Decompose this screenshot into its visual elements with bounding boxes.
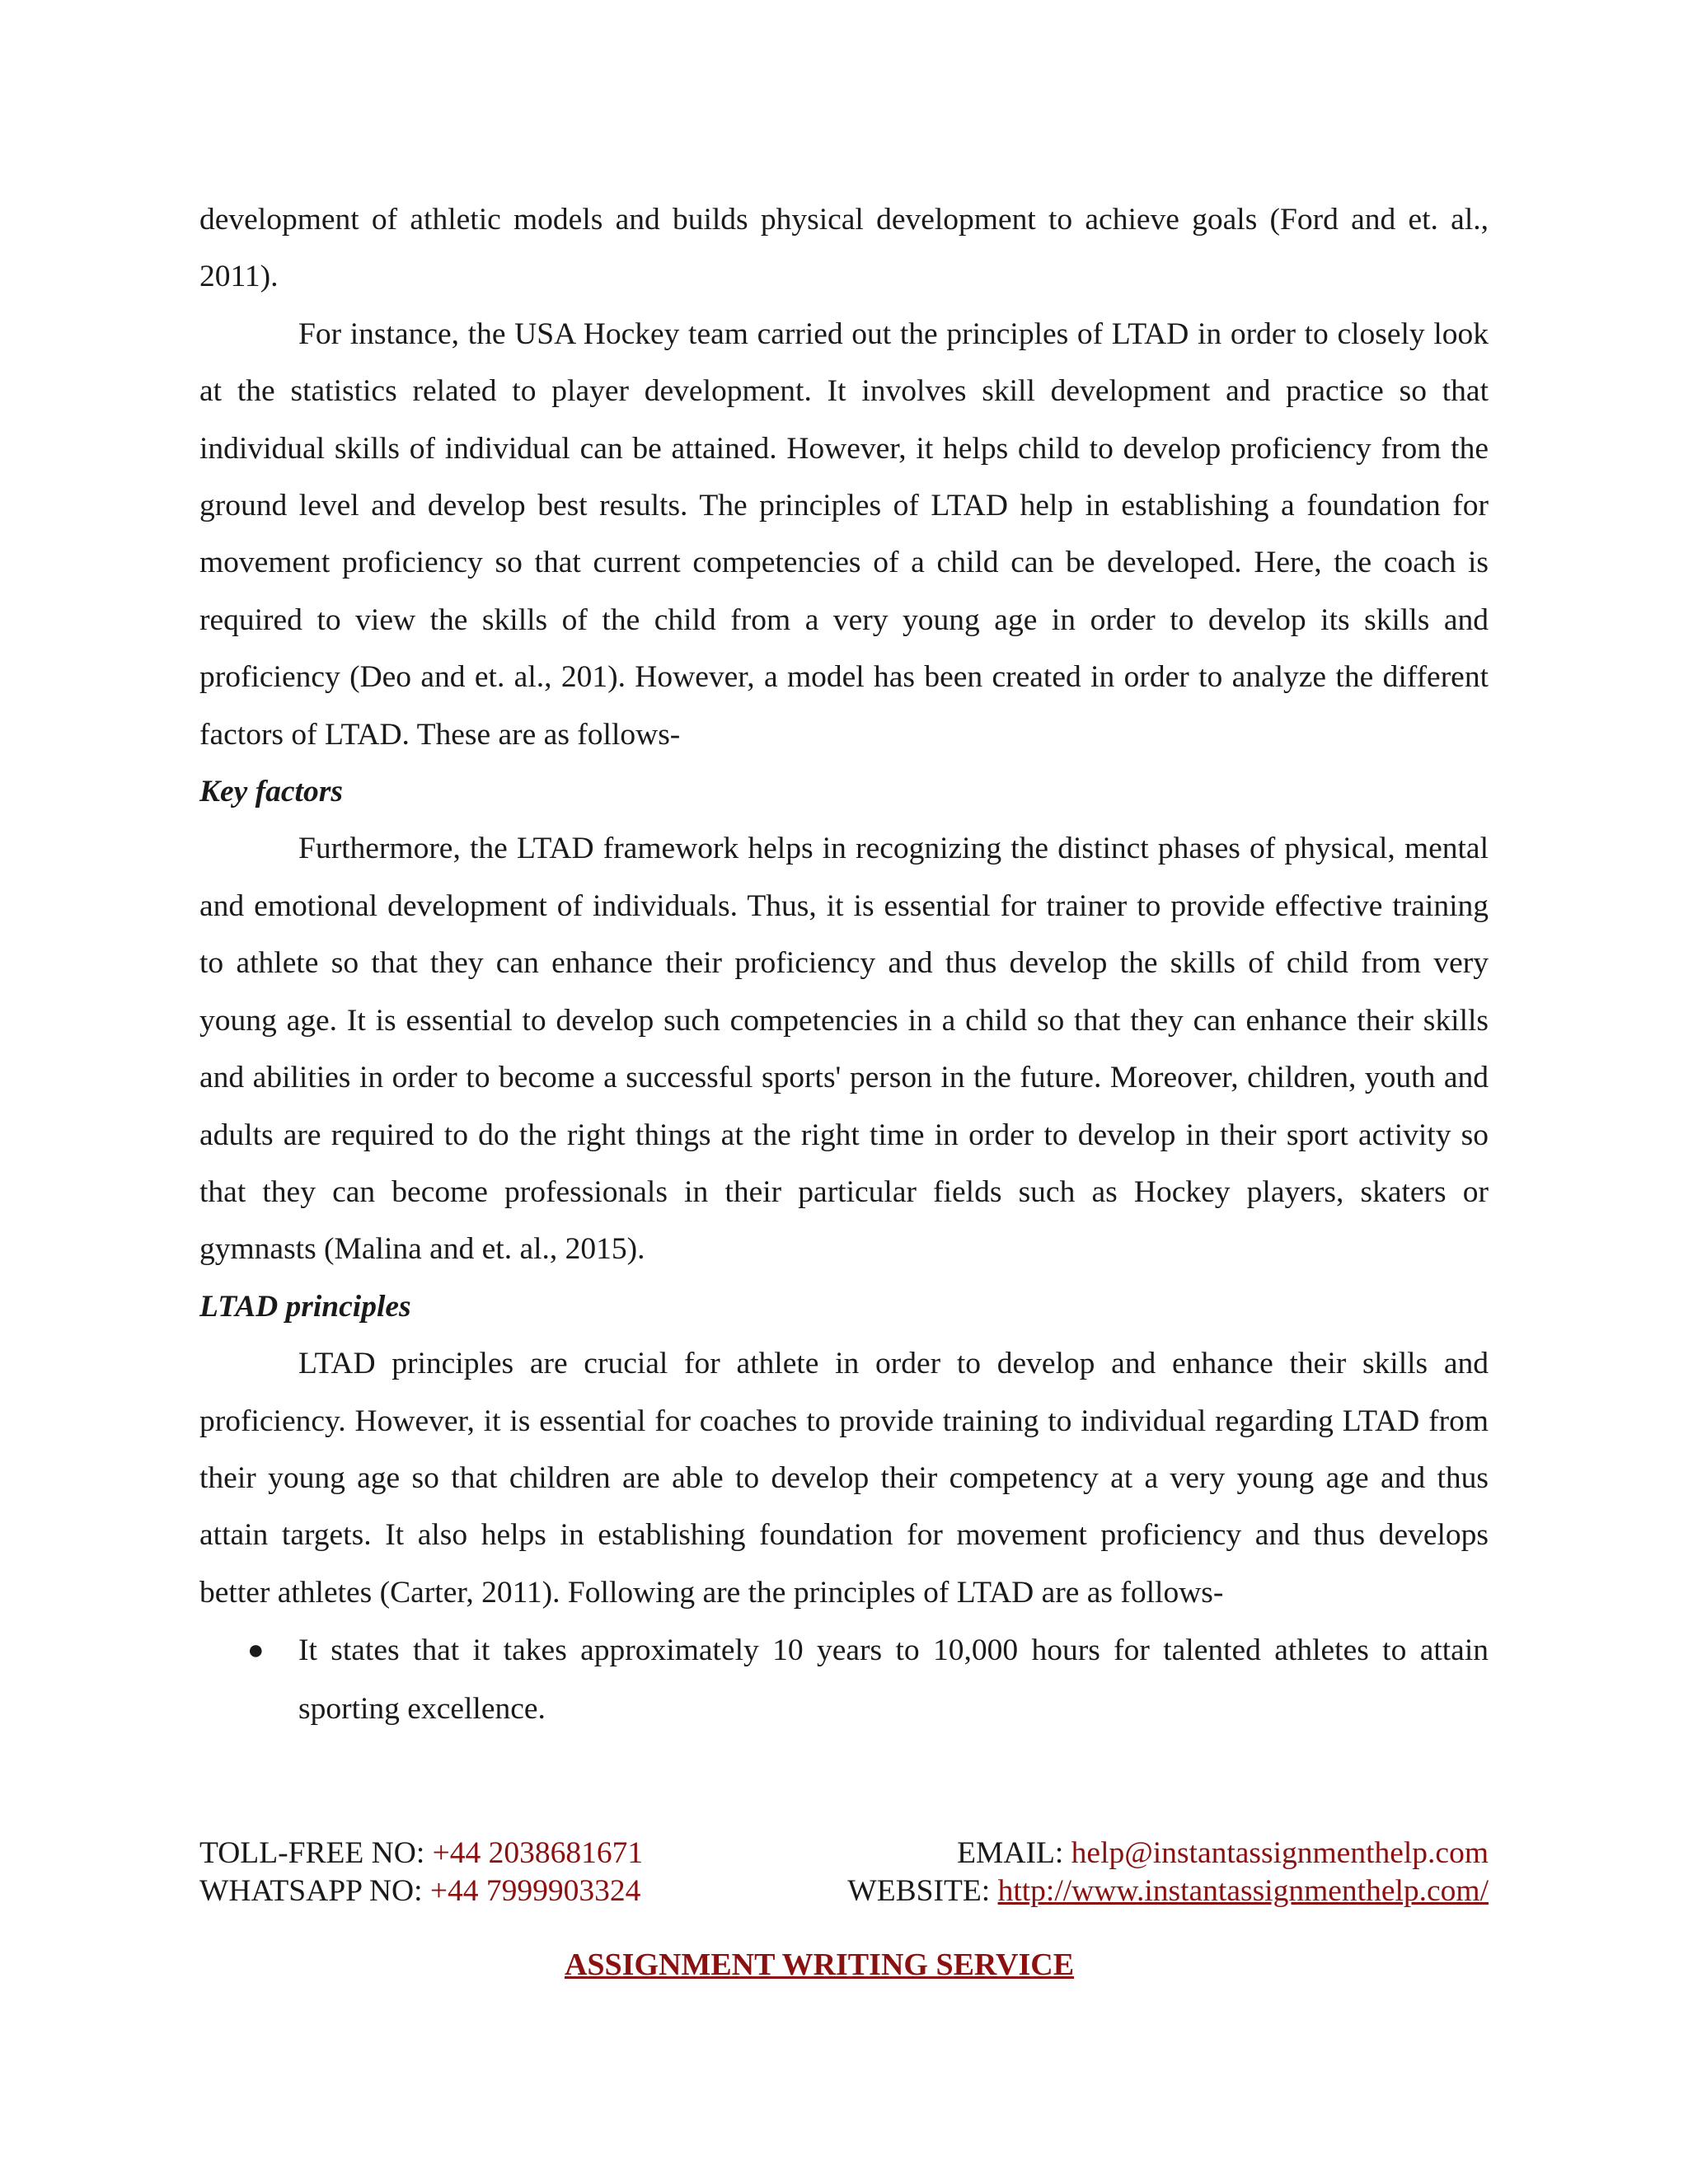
bullet-list [199,1621,1489,1738]
paragraph-ltad-principles: LTAD principles are crucial for athlete in order to develop and enhance their skills and proficiency. However, it is essential for coaches to provide training to individual regarding LTAD from their young age so that children are able to develop their competency at a very young age and thus attain targets. It also helps in establishing foundation for movement proficiency and thus develops better athletes (Carter, 2011). Following are the principles of LTAD are as follows- [199,1347,1489,1610]
website-info [847,1872,1489,1910]
email-link[interactable]: help@instantassignmenthelp.com [1071,1836,1489,1870]
heading-ltad-principles: LTAD principles [199,1289,411,1324]
whatsapp-label: WHATSAPP NO: [199,1874,423,1908]
email-label: EMAIL: [957,1836,1064,1870]
whatsapp-number[interactable]: +44 7999903324 [429,1874,641,1908]
paragraph-key-factors: Furthermore, the LTAD framework helps in recognizing the distinct phases of physical, mental and emotional development of individuals. Thus, it is essential for trainer to provide effective training to athlete so that they can enhance their proficiency and thus develop the skills of child from very young age. It is essential to develop such competencies in a child so that they can enhance their skills and abilities in order to become a successful sports' person in the future. Moreover, children, youth and adults are required to do the right things at the right time in order to develop in their sport activity so that they can become professionals in their particular fields such as Hockey players, skaters or gymnasts (Malina and et. al., 2015). [199,832,1489,1267]
whatsapp-info [199,1872,640,1910]
tollfree-info [199,1835,643,1872]
bullet-text: It states that it takes approximately 10 years to 10,000 hours for talented athletes to attain sporting excellence. [298,1633,1489,1727]
heading-key-factors: Key factors [199,775,343,809]
contact-footer [199,1835,1489,1910]
service-title-link[interactable]: ASSIGNMENT WRITING SERVICE [564,1947,1075,1982]
paragraph-usa-hockey: For instance, the USA Hockey team carried out the principles of LTAD in order to closely look at the statistics related to player development. It involves skill development and practice so that individual skills of individual can be attained. However, it helps child to develop proficiency from the ground level and develop best results. The principles of LTAD help in establishing a foundation for movement proficiency so that current competencies of a child can be developed. Here, the coach is required to view the skills of the child from a very young age in order to develop its skills and proficiency (Deo and et. al., 201). However, a model has been created in order to analyze the different factors of LTAD. These are as follows- [199,316,1489,752]
bullet-icon: ● [247,1635,265,1666]
paragraph-intro: development of athletic models and builds physical development to achieve goals (Ford and et. al., 2011). [199,203,1489,294]
list-item [199,1621,1489,1738]
contact-row-2 [199,1872,1489,1910]
tollfree-label: TOLL-FREE NO: [199,1836,425,1870]
website-label: WEBSITE: [847,1874,991,1908]
website-link[interactable]: http://www.instantassignmenthelp.com/ [997,1874,1489,1908]
email-info [957,1835,1489,1872]
document-body [199,191,1489,1738]
contact-row-1 [199,1835,1489,1872]
tollfree-number[interactable]: +44 2038681671 [432,1836,644,1870]
